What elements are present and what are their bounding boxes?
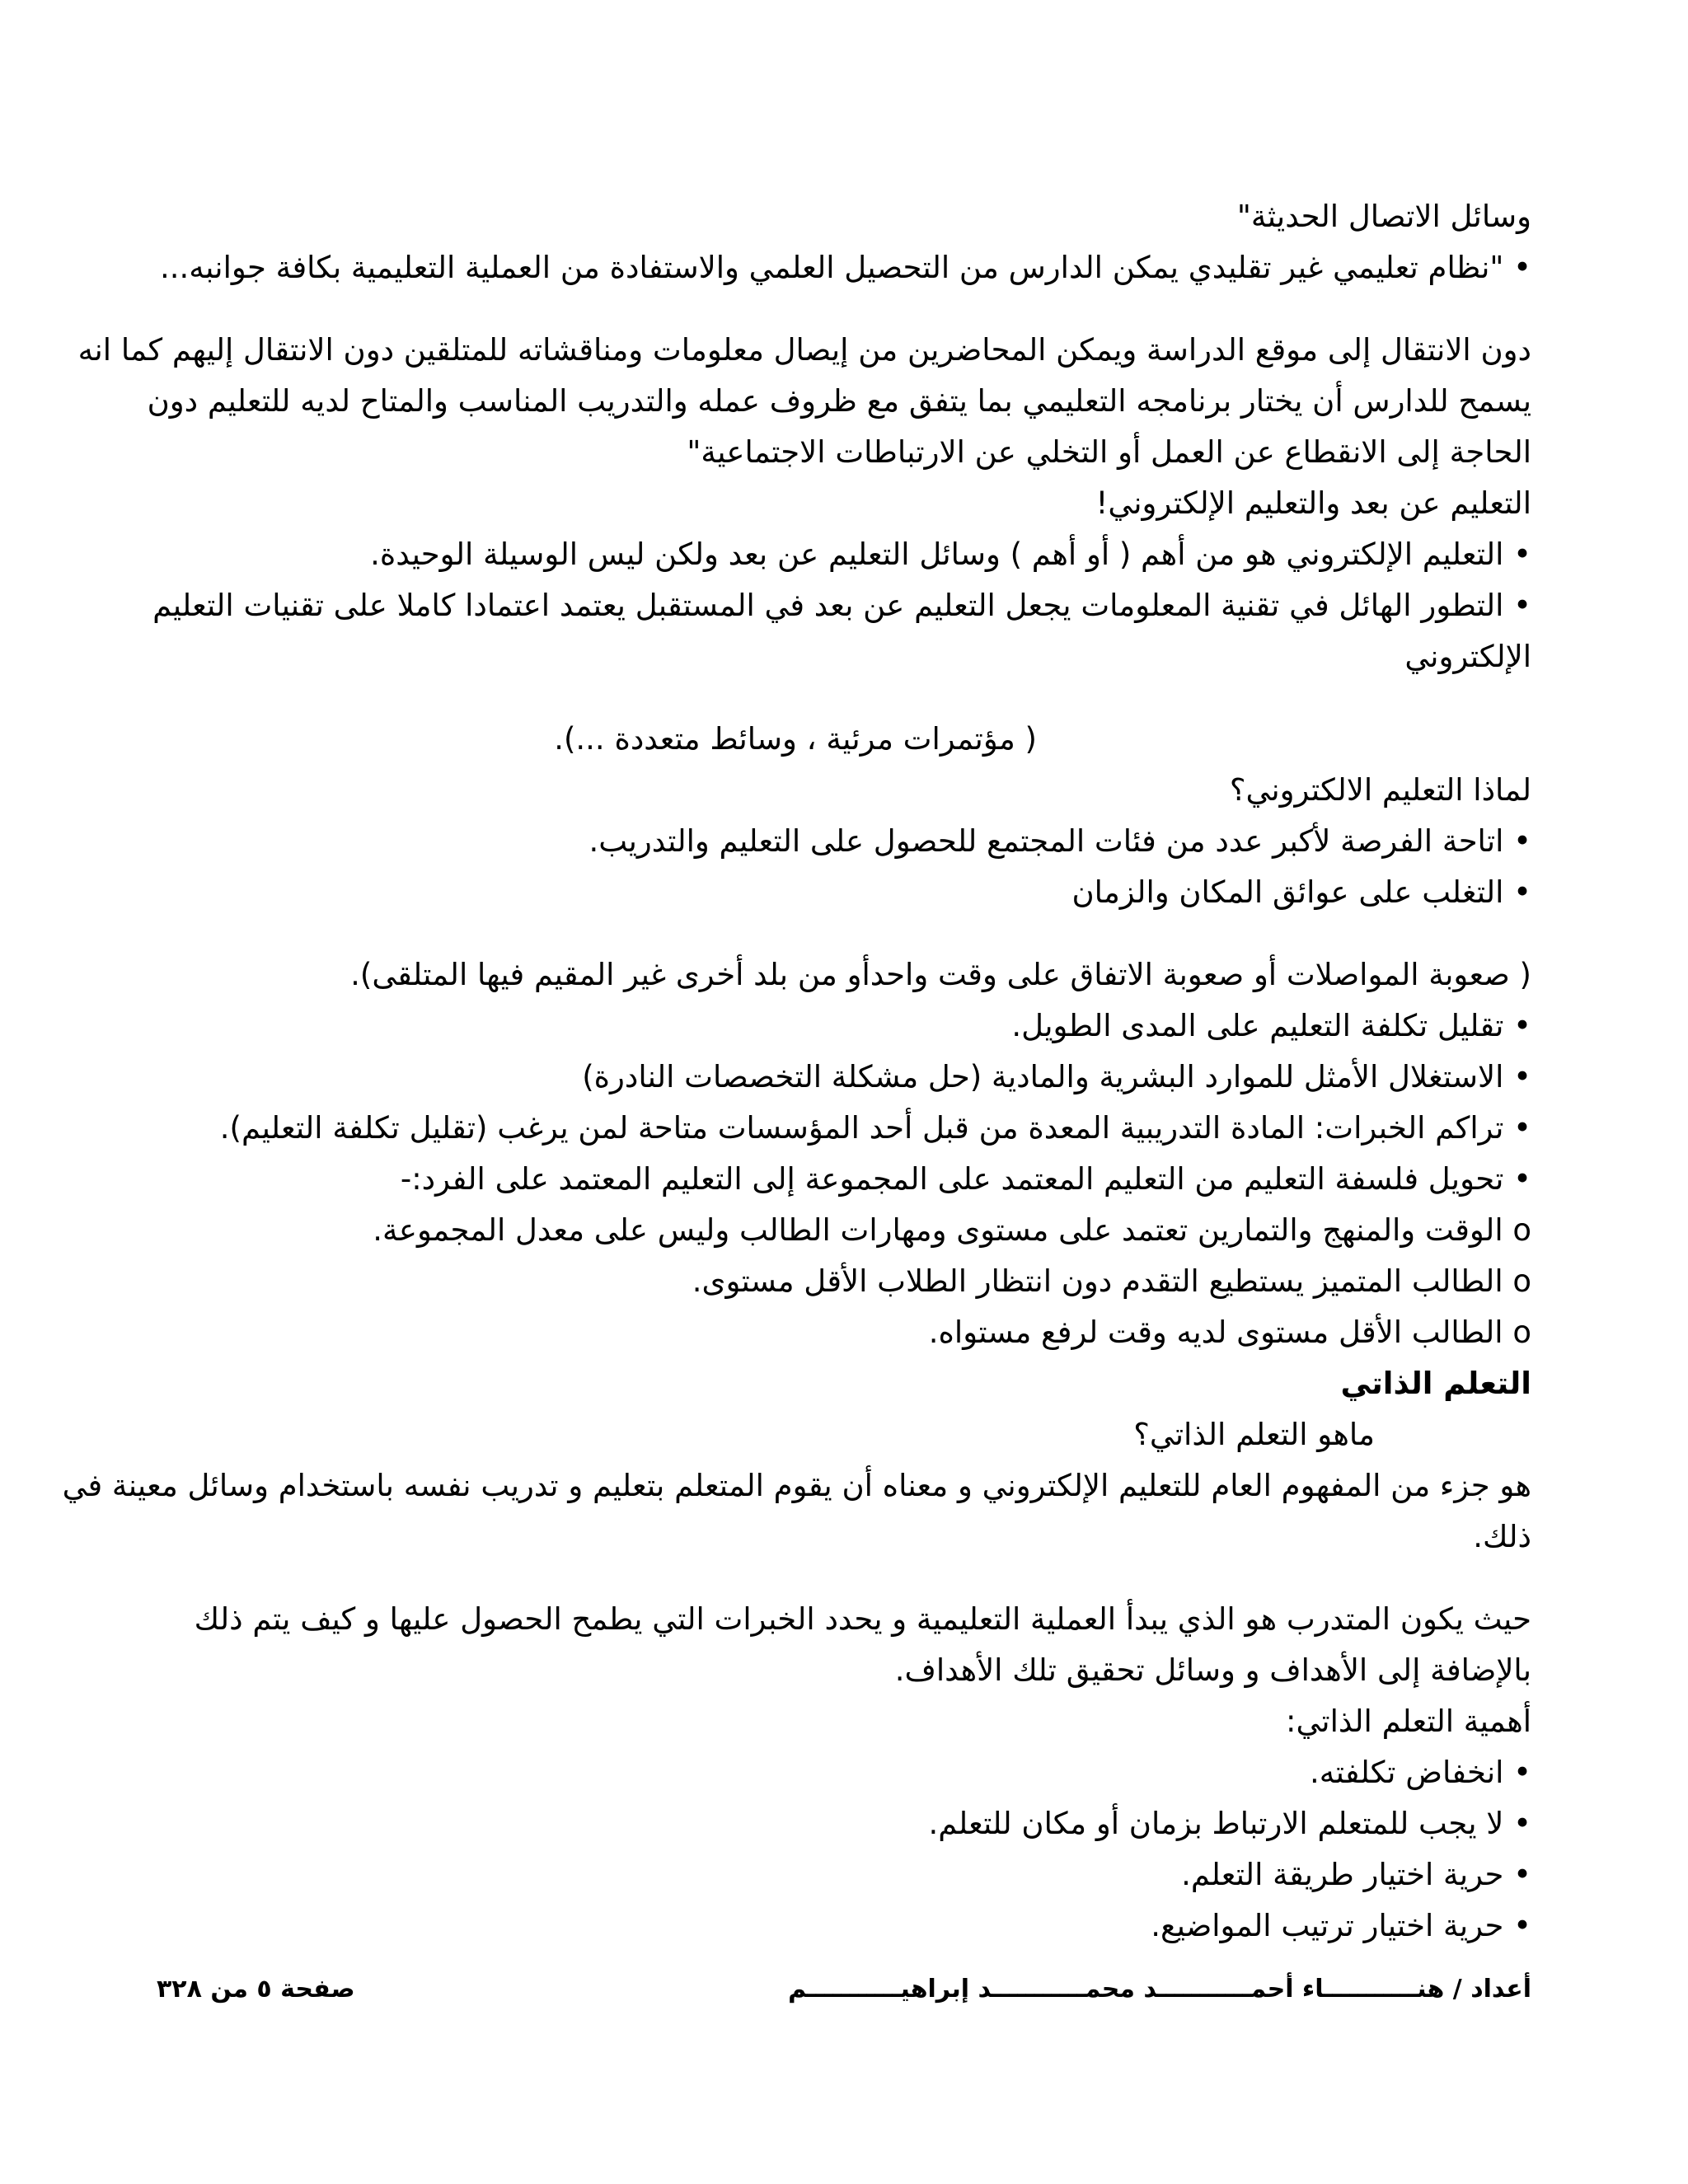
bullet-item: • اتاحة الفرصة لأكبر عدد من فئات المجتمع للحصول على التعليم والتدريب. xyxy=(588,823,1531,859)
bullet-item: • "نظام تعليمي غير تقليدي يمكن الدارس من التحصيل العلمي والاستفادة من العملية التعليمية بكافة جوانبه... xyxy=(160,250,1531,285)
text-line: الحاجة إلى الانقطاع عن العمل أو التخلي عن الارتباطات الاجتماعية" xyxy=(687,434,1531,470)
bullet-item: • الاستغلال الأمثل للموارد البشرية والمادية (حل مشكلة التخصصات النادرة) xyxy=(582,1059,1531,1094)
footer-page-number: صفحة ٥ من ٣٢٨ xyxy=(157,1974,355,2004)
text-line: ذلك. xyxy=(1473,1519,1531,1554)
bullet-item: • تحويل فلسفة التعليم من التعليم المعتمد على المجموعة إلى التعليم المعتمد على الفرد:- xyxy=(400,1161,1531,1197)
bullet-item: • تراكم الخبرات: المادة التدريبية المعدة من قبل أحد المؤسسات متاحة لمن يرغب (تقليل تكلفة التعليم). xyxy=(219,1110,1531,1146)
page-footer xyxy=(157,1968,1531,2009)
section-heading: التعليم عن بعد والتعليم الإلكتروني! xyxy=(1095,485,1531,521)
bullet-item: • التغلب على عوائق المكان والزمان xyxy=(1071,874,1531,910)
text-line: بالإضافة إلى الأهداف و وسائل تحقيق تلك الأهداف. xyxy=(894,1652,1531,1688)
bullet-item: • حرية اختيار طريقة التعلم. xyxy=(1181,1857,1531,1892)
paragraph-gap xyxy=(147,293,1531,325)
text-line: دون الانتقال إلى موقع الدراسة ويمكن المحاضرين من إيصال معلومات ومناقشاته للمتلقين دون الانتقال إليهم كما انه xyxy=(77,332,1531,368)
bullet-item: • حرية اختيار ترتيب المواضيع. xyxy=(1151,1908,1531,1943)
section-heading: لماذا التعليم الالكتروني؟ xyxy=(1229,772,1531,808)
bullet-item: • تقليل تكلفة التعليم على المدى الطويل. xyxy=(1011,1008,1531,1043)
sub-heading: ماهو التعلم الذاتي؟ xyxy=(1133,1417,1375,1452)
bullet-item: • التطور الهائل في تقنية المعلومات يجعل التعليم عن بعد في المستقبل يعتمد اعتمادا كاملا على تقنيات التعليم xyxy=(152,588,1531,623)
sub-bullet-item: o الطالب الأقل مستوى لديه وقت لرفع مستواه. xyxy=(928,1315,1531,1350)
footer-author: أعداد / هنـــــــــــاء أحمـــــــــــد محمـــــــــــد إبراهيـــــــــــم xyxy=(788,1974,1531,2004)
text-line: يسمح للدارس أن يختار برنامجه التعليمي بما يتفق مع ظروف عمله والتدريب المناسب والمتاح لديه للتعليم دون xyxy=(147,383,1531,419)
text-line: ( مؤتمرات مرئية ، وسائط متعددة ...). xyxy=(554,721,1037,757)
section-heading: أهمية التعلم الذاتي: xyxy=(1285,1704,1531,1739)
sub-bullet-item: o الوقت والمنهج والتمارين تعتمد على مستوى ومهارات الطالب وليس على معدل المجموعة. xyxy=(373,1212,1531,1248)
sub-bullet-item: o الطالب المتميز يستطيع التقدم دون انتظار الطلاب الأقل مستوى. xyxy=(692,1263,1531,1299)
text-line: ( صعوبة المواصلات أو صعوبة الاتفاق على وقت واحدأو من بلد أخرى غير المقيم فيها المتلقى). xyxy=(350,957,1531,992)
text-line: الإلكتروني xyxy=(1404,639,1531,674)
bullet-item: • التعليم الإلكتروني هو من أهم ( أو أهم ) وسائل التعليم عن بعد ولكن ليس الوسيلة الوحيدة. xyxy=(370,537,1531,572)
text-line: هو جزء من المفهوم العام للتعليم الإلكتروني و معناه أن يقوم المتعلم بتعليم و تدريب نفسه باستخدام وسائل معينة في xyxy=(62,1468,1531,1503)
paragraph-gap xyxy=(147,918,1531,949)
paragraph-gap xyxy=(147,1563,1531,1594)
section-heading: التعلم الذاتي xyxy=(1340,1366,1531,1401)
text-line: حيث يكون المتدرب هو الذي يبدأ العملية التعليمية و يحدد الخبرات التي يطمح الحصول عليها و كيف يتم ذلك xyxy=(194,1601,1531,1637)
bullet-item: • انخفاض تكلفته. xyxy=(1310,1755,1531,1790)
text-line: وسائل الاتصال الحديثة" xyxy=(1236,199,1531,234)
document-body xyxy=(62,191,1531,1952)
paragraph-gap xyxy=(147,682,1531,714)
bullet-item: • لا يجب للمتعلم الارتباط بزمان أو مكان للتعلم. xyxy=(928,1806,1531,1841)
